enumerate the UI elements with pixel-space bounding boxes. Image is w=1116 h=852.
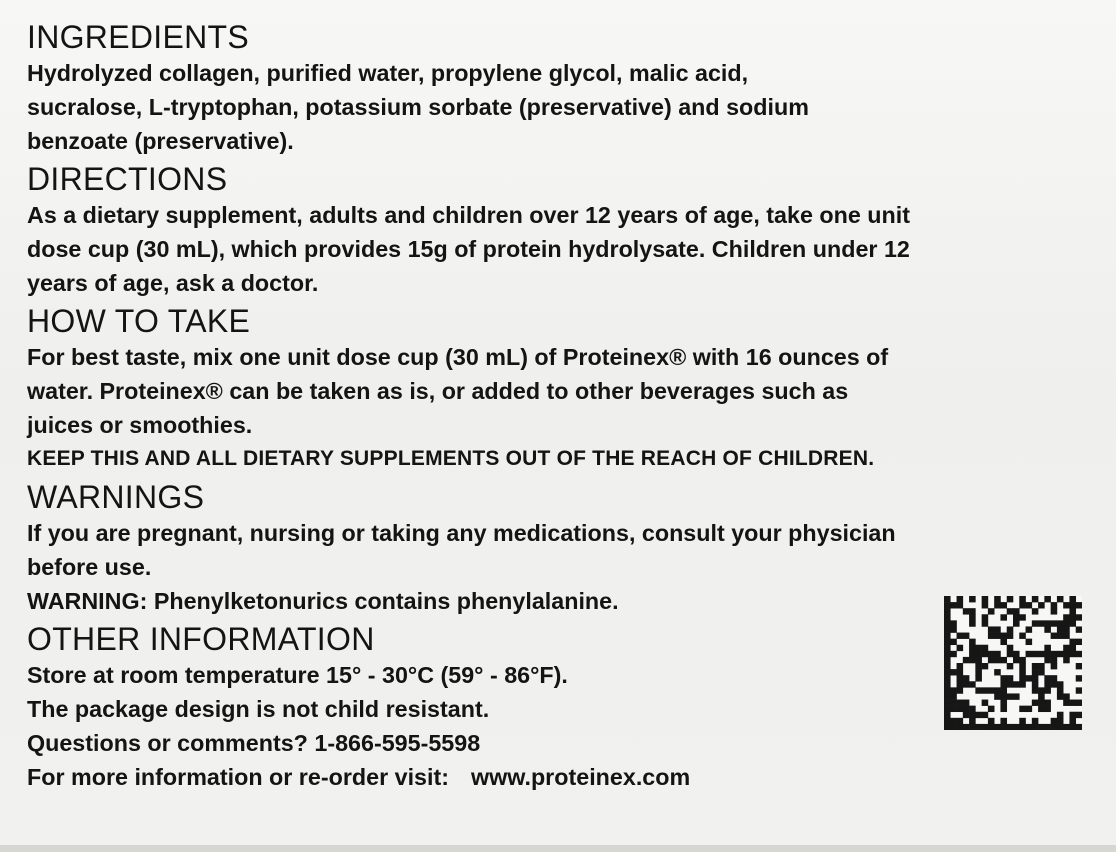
package-line: The package design is not child resistant.: [27, 696, 490, 722]
directions-line: years of age, ask a doctor.: [27, 270, 319, 296]
phone-line: Questions or comments? 1-866-595-5598: [27, 730, 481, 756]
ingredients-line: sucralose, L-tryptophan, potassium sorbate (preservative) and sodium: [27, 94, 809, 120]
how-to-take-line: water. Proteinex® can be taken as is, or added to other beverages such as: [27, 378, 849, 404]
how-to-take-heading: HOW TO TAKE: [27, 303, 251, 339]
directions-line: As a dietary supplement, adults and children over 12 years of age, take one unit: [27, 202, 910, 228]
how-to-take-line: juices or smoothies.: [27, 412, 253, 438]
label-bottom-edge: [0, 845, 1116, 852]
datamatrix-code-icon: [944, 596, 1082, 730]
website-link[interactable]: www.proteinex.com: [470, 764, 691, 790]
reorder-label: For more information or re-order visit:: [27, 764, 449, 790]
warnings-heading: WARNINGS: [27, 479, 205, 515]
warnings-line: before use.: [27, 554, 152, 580]
storage-line: Store at room temperature 15° - 30°C (59° - 86°F).: [27, 662, 568, 688]
ingredients-line: benzoate (preservative).: [27, 128, 294, 154]
directions-heading: DIRECTIONS: [27, 161, 228, 197]
reorder-line: [27, 760, 1097, 794]
keep-out-of-reach-caution: KEEP THIS AND ALL DIETARY SUPPLEMENTS OUT OF THE REACH OF CHILDREN.: [27, 447, 875, 470]
label-text: [27, 18, 1097, 794]
warnings-line: If you are pregnant, nursing or taking any medications, consult your physician: [27, 520, 896, 546]
phenylketonurics-warning: WARNING: Phenylketonurics contains phenylalanine.: [27, 588, 619, 614]
ingredients-line: Hydrolyzed collagen, purified water, propylene glycol, malic acid,: [27, 60, 749, 86]
how-to-take-line: For best taste, mix one unit dose cup (30 mL) of Proteinex® with 16 ounces of: [27, 344, 889, 370]
ingredients-heading: INGREDIENTS: [27, 19, 249, 55]
directions-line: dose cup (30 mL), which provides 15g of protein hydrolysate. Children under 12: [27, 236, 910, 262]
other-information-heading: OTHER INFORMATION: [27, 621, 375, 657]
